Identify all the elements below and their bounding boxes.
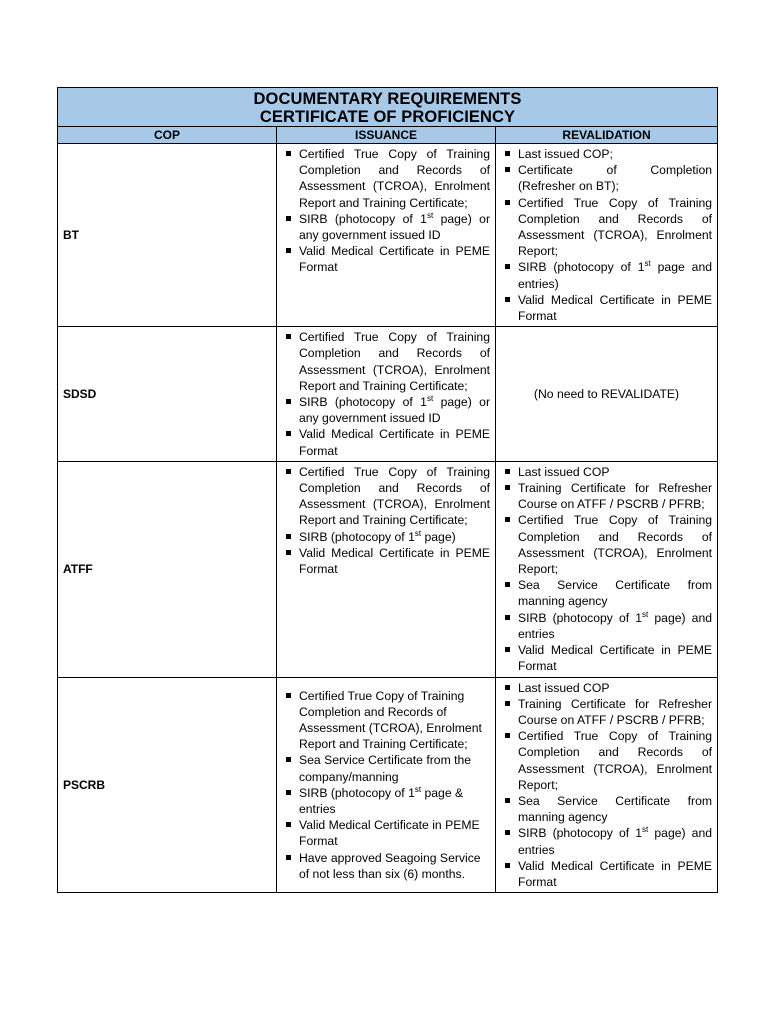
table-title (58, 88, 718, 127)
header-row (58, 127, 718, 144)
issuance-cell (277, 677, 496, 893)
list-item: Certified True Copy of Training Completion and Records of Assessment (TCROA), Enrolment Report and Training Certificate; (282, 146, 490, 211)
list-item: Valid Medical Certificate in PEME Format (501, 292, 712, 324)
title-row (58, 88, 718, 127)
issuance-cell (277, 144, 496, 327)
header-issuance: ISSUANCE (277, 127, 496, 144)
list-item: SIRB (photocopy of 1st page) or any government issued ID (282, 211, 490, 243)
list-item: Last issued COP (501, 464, 712, 480)
revalidation-cell (496, 461, 718, 677)
table-row (58, 144, 718, 327)
cop-name: PSCRB (58, 677, 277, 893)
list-item: SIRB (photocopy of 1st page & entries (282, 785, 490, 817)
title-line-2: CERTIFICATE OF PROFICIENCY (259, 108, 516, 126)
header-cop: COP (58, 127, 277, 144)
list-item: Sea Service Certificate from manning agency (501, 793, 712, 825)
list-item: Certified True Copy of Training Completion and Records of Assessment (TCROA), Enrolment Report; (501, 728, 712, 793)
list-item: Valid Medical Certificate in PEME Format (282, 817, 490, 849)
list-item: SIRB (photocopy of 1st page) and entries (501, 825, 712, 857)
cop-name: ATFF (58, 461, 277, 677)
list-item: Sea Service Certificate from manning agency (501, 577, 712, 609)
table-row (58, 327, 718, 462)
list-item: Certified True Copy of Training Completion and Records of Assessment (TCROA), Enrolment Report and Training Certificate; (282, 688, 490, 753)
issuance-cell (277, 461, 496, 677)
list-item: Last issued COP (501, 680, 712, 696)
title-line-1: DOCUMENTARY REQUIREMENTS (253, 90, 522, 108)
list-item: Last issued COP; (501, 146, 712, 162)
list-item: SIRB (photocopy of 1st page) and entries (501, 610, 712, 642)
list-item: Certified True Copy of Training Completion and Records of Assessment (TCROA), Enrolment Report and Training Certificate; (282, 464, 490, 529)
list-item: Training Certificate for Refresher Course on ATFF / PSCRB / PFRB; (501, 480, 712, 512)
list-item: Certified True Copy of Training Completion and Records of Assessment (TCROA), Enrolment Report; (501, 195, 712, 260)
requirements-table (57, 87, 718, 893)
revalidation-cell (496, 677, 718, 893)
list-item: SIRB (photocopy of 1st page) or any government issued ID (282, 394, 490, 426)
list-item: Valid Medical Certificate in PEME Format (282, 243, 490, 275)
header-revalidation: REVALIDATION (496, 127, 718, 144)
revalidation-cell (496, 144, 718, 327)
list-item: Certified True Copy of Training Completion and Records of Assessment (TCROA), Enrolment Report and Training Certificate; (282, 329, 490, 394)
list-item: Sea Service Certificate from the company/manning (282, 752, 490, 784)
table-row (58, 461, 718, 677)
list-item: Valid Medical Certificate in PEME Format (501, 858, 712, 890)
list-item: SIRB (photocopy of 1st page) (282, 529, 490, 545)
list-item: Certificate of Completion (Refresher on BT); (501, 162, 712, 194)
cop-name: BT (58, 144, 277, 327)
list-item: Valid Medical Certificate in PEME Format (501, 642, 712, 674)
list-item: Have approved Seagoing Service of not less than six (6) months. (282, 850, 490, 882)
list-item: Training Certificate for Refresher Course on ATFF / PSCRB / PFRB; (501, 696, 712, 728)
cop-name: SDSD (58, 327, 277, 462)
list-item: Valid Medical Certificate in PEME Format (282, 545, 490, 577)
table-row (58, 677, 718, 893)
revalidation-note: (No need to REVALIDATE) (496, 327, 718, 462)
list-item: Valid Medical Certificate in PEME Format (282, 426, 490, 458)
list-item: SIRB (photocopy of 1st page and entries) (501, 259, 712, 291)
issuance-cell (277, 327, 496, 462)
list-item: Certified True Copy of Training Completion and Records of Assessment (TCROA), Enrolment Report; (501, 512, 712, 577)
